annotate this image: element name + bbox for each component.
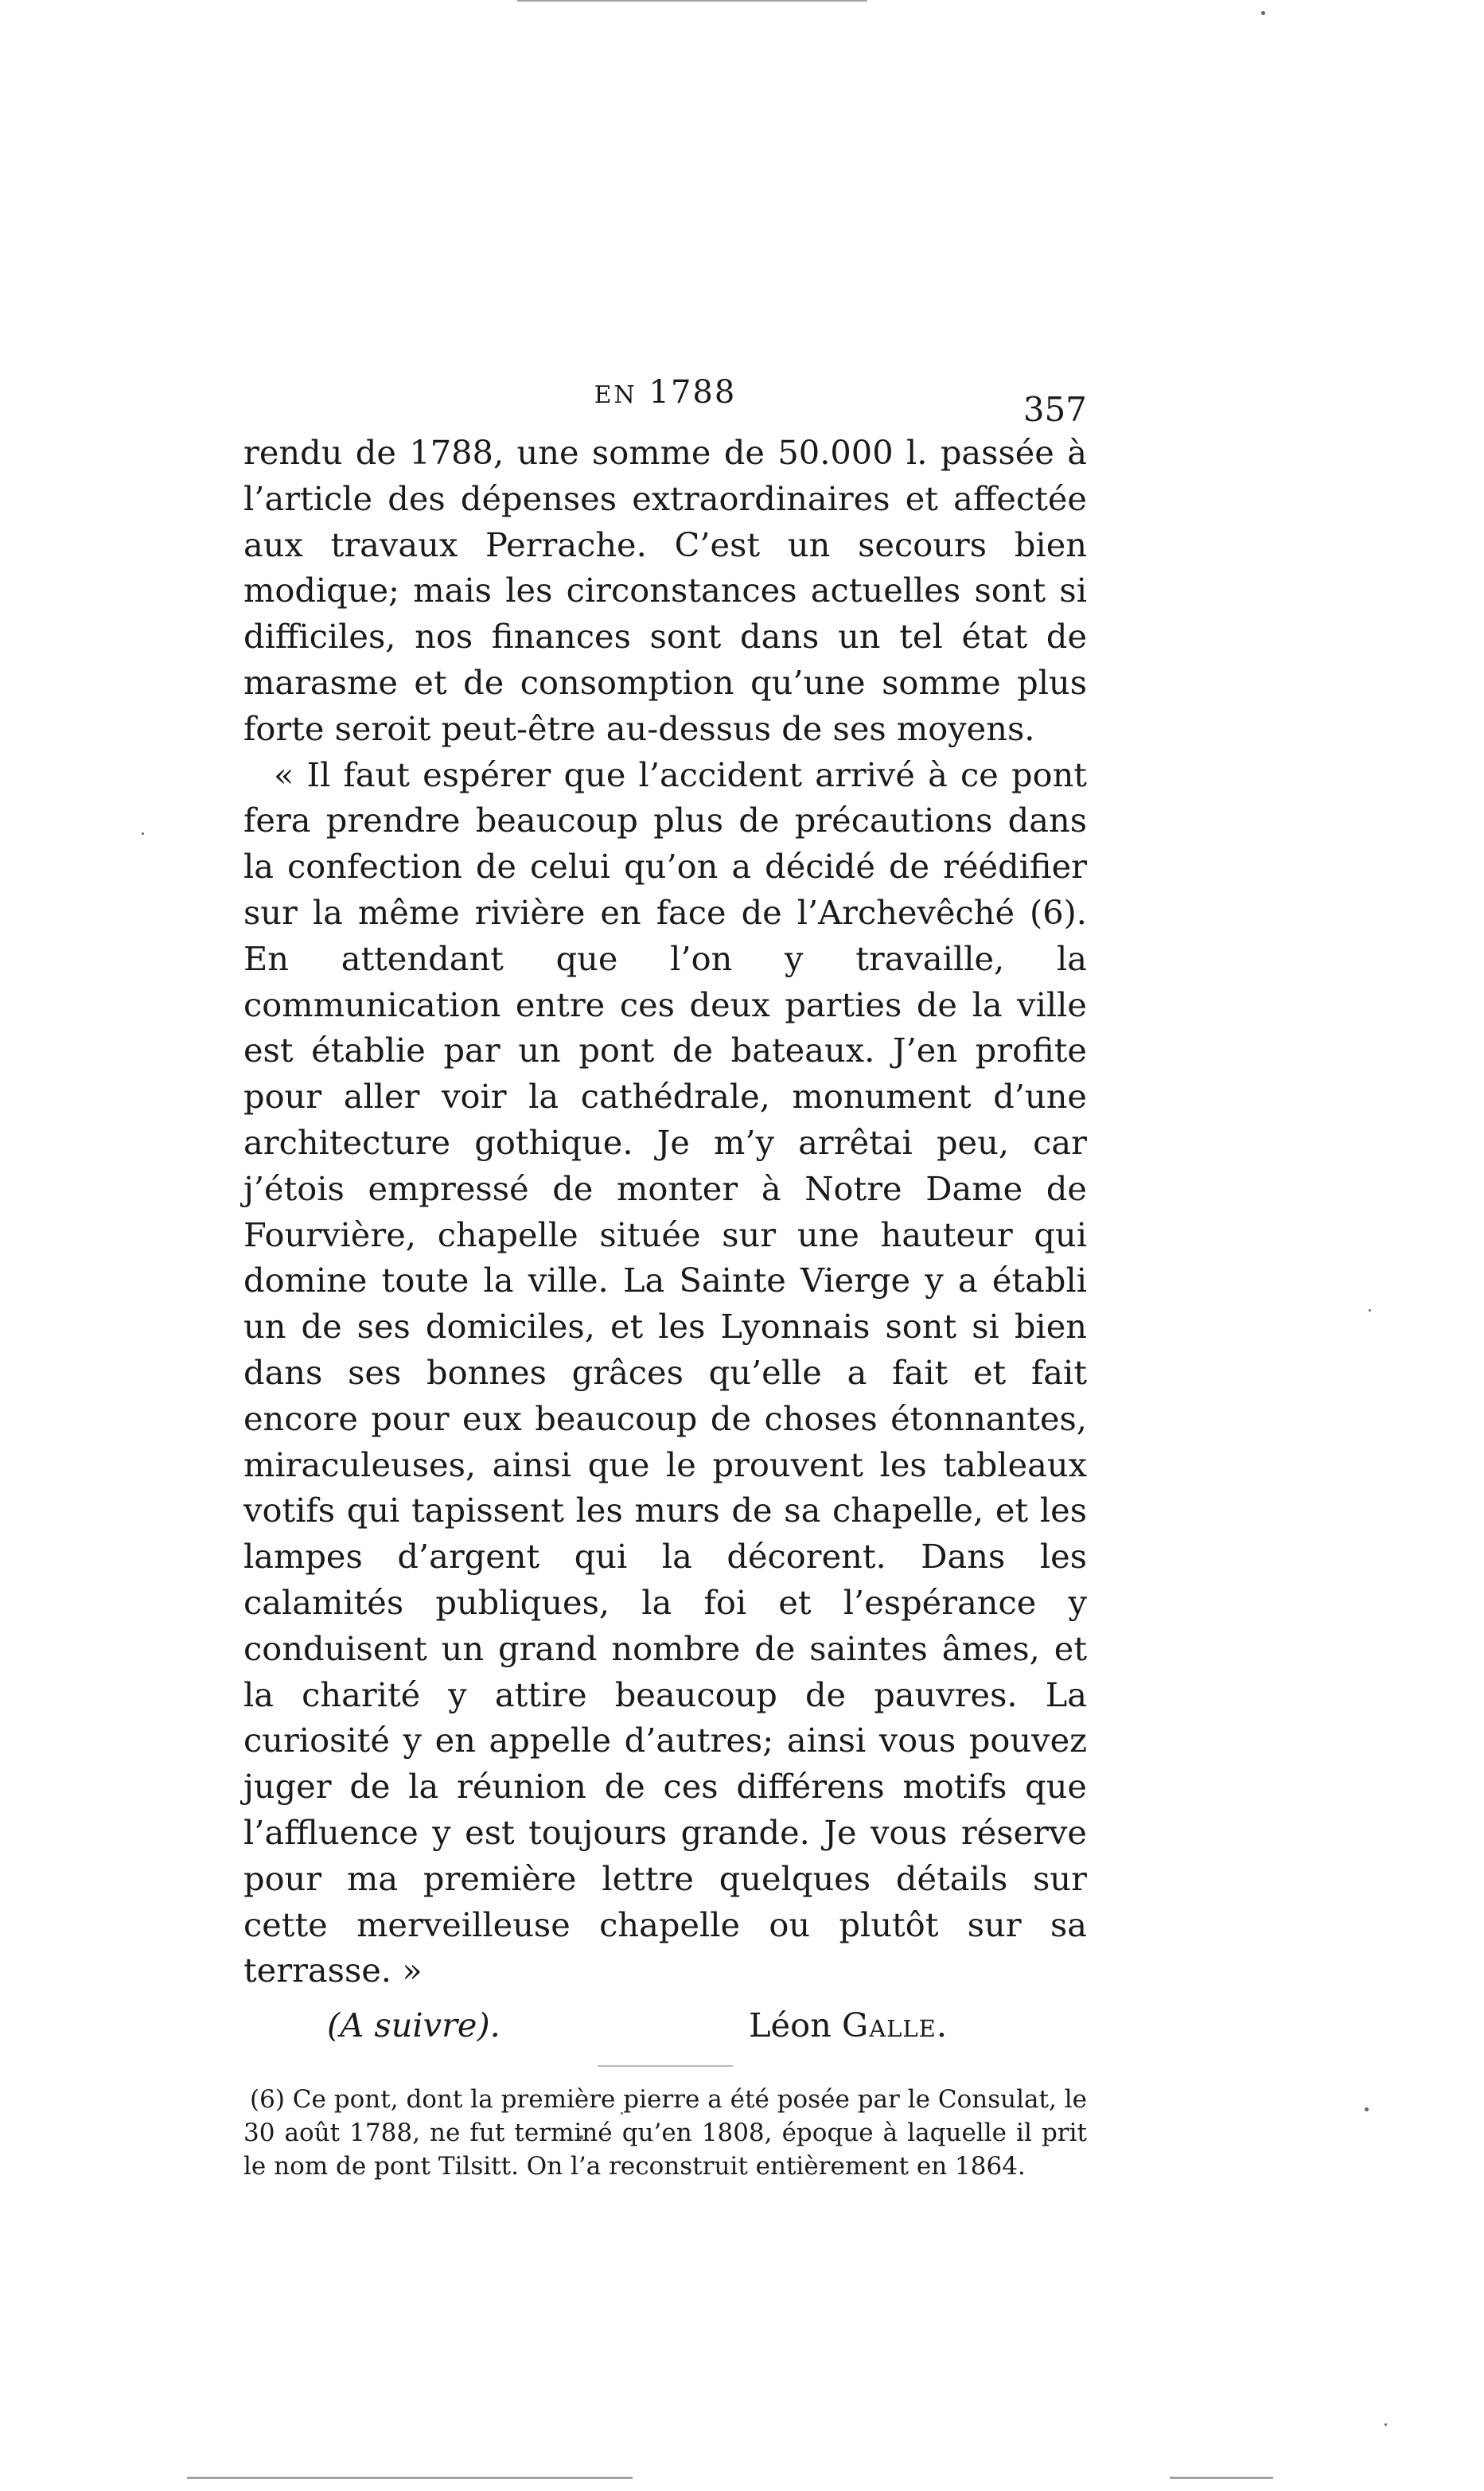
to-be-continued: (A suivre). [327,2006,501,2045]
paragraph-continuation: rendu de 1788, une somme de 50.000 l. passée à l’article des dépenses extraordinaires et affectée aux travaux Perrache. C’est un secours bien modique; mais les circonstances actuelles sont si difficiles, nos finances sont dans un tel état de marasme et de consomption qu’une somme plus forte seroit peut-être au-dessus de ses moyens. [243,433,1087,748]
running-title [243,374,1087,411]
scan-artifact-dot [1385,2423,1387,2426]
footnote: (6) Ce pont, dont la première pierre a été posée par le Consulat, le 30 août 1788, ne fut terminé qu’en 1808, époque à laquelle il prit le nom de pont Tilsitt. On l’a reconstruit entièrement en 1864. [243,2085,1087,2181]
scan-artifact-dot [1365,2107,1369,2111]
signature-line [243,2002,1087,2059]
page-number: 357 [1022,390,1087,429]
footnote-divider [598,2065,733,2067]
scan-artifact-bottom-line [1170,2477,1273,2479]
running-head [243,374,1087,430]
scan-artifact-dot [1369,1309,1371,1312]
scan-artifact-top-line [517,0,867,2]
author-name [749,2002,948,2049]
scan-artifact-dot [142,832,144,835]
running-title-year: 1788 [649,374,737,411]
author-surname: Galle. [842,2006,948,2045]
scan-artifact-dot [1261,11,1265,15]
book-page [243,374,1087,2183]
body-text [243,430,1087,1994]
author-first-name: Léon [749,2006,832,2045]
paragraph-quote: « Il faut espérer que l’accident arrivé à ce pont fera prendre beaucoup plus de précautions dans la confection de celui qu’on a décidé de réédifier sur la même rivière en face de l’Archevêché (6). En attendant que l’on y travaille, la communication entre ces deux parties de la ville est établie par un pont de bateaux. J’en profite pour aller voir la cathédrale, monument d’une architecture gothique. Je m’y arrêtai peu, car j’étois empressé de monter à Notre Dame de Fourvière, chapelle située sur une hauteur qui domine toute la ville. La Sainte Vierge y a établi un de ses domiciles, et les Lyonnais sont si bien dans ses bonnes grâces qu’elle a fait et fait encore pour eux beaucoup de choses étonnantes, miraculeuses, ainsi que le prouvent les tableaux votifs qui tapissent les murs de sa chapelle, et les lampes d’argent qui la décorent. Dans les calamités publiques, la foi et l’espérance y conduisent un grand nombre de saintes âmes, et la charité y attire beaucoup de pauvres. La curiosité y en appelle d’autres; ainsi vous pouvez juger de la réunion de ces différens motifs que l’affluence y est toujours grande. Je vous réserve pour ma première lettre quelques détails sur cette merveilleuse chapelle ou plutôt sur sa terrasse. » [243,754,1087,1990]
scan-artifact-bottom-line [187,2477,633,2479]
running-title-prefix: EN [594,381,637,409]
